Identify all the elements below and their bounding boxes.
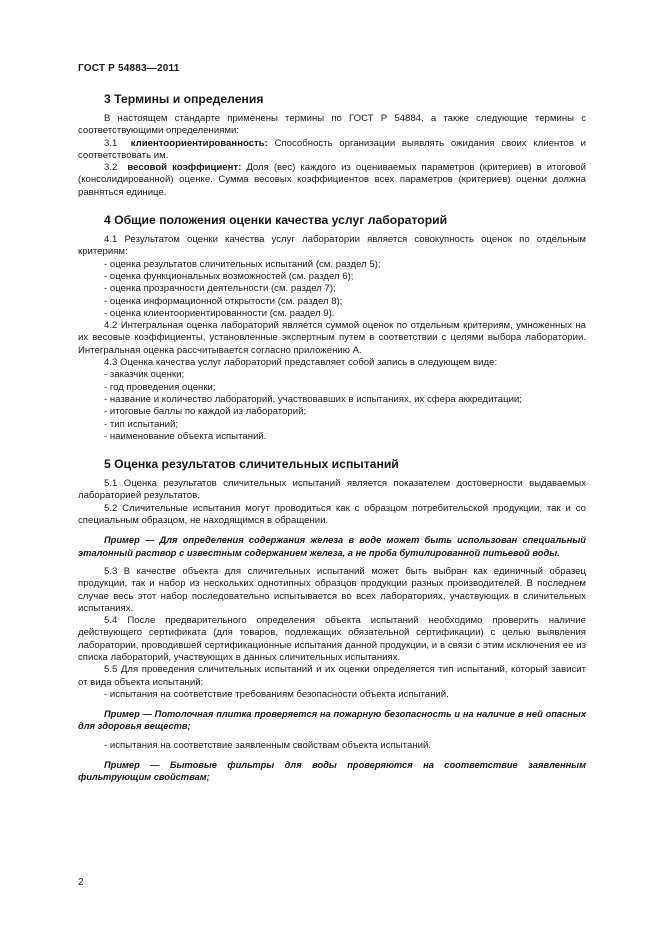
definition-text: Доля (вес) каждого из оцениваемых параметров (критериев) в итоговой (консолидированной) оценке. Сумма весовых коэффициентов всех параметров (критериев) оценки должна равняться единице. bbox=[78, 162, 586, 198]
paragraph-5-2: 5.2 Сличительные испытания могут проводиться как с образцом потребительской продукции, так и со специальным образцом, не находящимся в обращении. bbox=[78, 502, 586, 527]
document-body bbox=[78, 92, 586, 791]
list-item: - год проведения оценки; bbox=[104, 381, 216, 393]
section-5-title: 5 Оценка результатов сличительных испытаний bbox=[104, 457, 399, 472]
list-item: - оценка прозрачности деятельности (см. раздел 7); bbox=[104, 283, 336, 295]
section-4-title: 4 Общие положения оценки качества услуг лабораторий bbox=[104, 213, 448, 228]
paragraph-5-5: 5.5 Для проведения сличительных испытаний и их оценки определяется тип испытаний, который зависит от вида объекта испытаний: bbox=[78, 664, 586, 688]
definition-term: весовой коэффициент: bbox=[127, 162, 242, 174]
list-item: - название и количество лабораторий, участвовавших в испытаниях, их сфера аккредитации; bbox=[104, 393, 522, 405]
example-3: Пример — Бытовые фильтры для воды проверяются на соответствие заявленным фильтрующим свойствам; bbox=[78, 760, 586, 783]
paragraph-4-2: 4.2 Интегральная оценка лабораторий является суммой оценок по отдельным критериям, умноженных на их весовые коэффициенты, установленные экспертным путем в соответствии с целями выбора лаборатории. Интегральная оценка рассчитывается согласно приложению А. bbox=[78, 320, 586, 356]
list-item: - итоговые баллы по каждой из лабораторий; bbox=[104, 406, 307, 418]
section-3-title: 3 Термины и определения bbox=[104, 92, 264, 106]
document-header: ГОСТ Р 54883—2011 bbox=[78, 63, 180, 74]
list-item: - оценка функциональных возможностей (см. раздел 6); bbox=[104, 270, 354, 282]
paragraph-5-1: 5.1 Оценка результатов сличительных испытаний является показателем достоверности выдаваемых лабораторией результатов. bbox=[78, 478, 586, 502]
paragraph-4-1: 4.1 Результатом оценки качества услуг лаборатории является совокупность оценок по отдельным критериям: bbox=[78, 234, 586, 258]
list-item: - оценка клиентоориентированности (см. раздел 9). bbox=[104, 307, 335, 319]
page-number: 2 bbox=[78, 877, 84, 888]
list-item: - испытания на соответствие заявленным свойствам объекта испытаний. bbox=[104, 739, 431, 751]
definition-3-1 bbox=[78, 138, 586, 163]
list-item: - оценка результатов сличительных испытаний (см. раздел 5); bbox=[104, 258, 381, 270]
list-item: - испытания на соответствие требованиям безопасности объекта испытаний. bbox=[104, 688, 449, 700]
paragraph-5-4: 5.4 После предварительного определения объекта испытаний необходимо проверить наличие действующего сертификата (для товаров, подлежащих обязательной сертификации) с целью выявления лаборатории, проводившей сертификационные испытания данной продукции, и в связи с этим исключения ее из списка лабораторий, участвующих в данных сличительных испытаниях. bbox=[78, 615, 586, 663]
definition-number: 3.2 bbox=[104, 162, 118, 174]
paragraph-5-3: 5.3 В качестве объекта для сличительных испытаний может быть выбран как единичный образец продукции, так и набор из нескольких однотипных образцов продукции разных производителей. В последнем случае весь этот набор последовательно испытывается во всех лабораториях, участвующих в сличительных испытаниях. bbox=[78, 565, 586, 614]
definition-text: Способность организации выявлять ожидания своих клиентов и соответствовать им. bbox=[78, 137, 586, 161]
list-item: - оценка информационной открытости (см. раздел 8); bbox=[104, 295, 343, 307]
definition-3-2 bbox=[78, 162, 586, 199]
example-2: Пример — Потолочная плитка проверяется на пожарную безопасность и на наличие в ней опасных для здоровья веществ; bbox=[78, 709, 586, 732]
definition-number: 3.1 bbox=[104, 137, 118, 149]
example-1: Пример — Для определения содержания железа в воде может быть использован специальный эталонный раствор с известным содержанием железа, а не проба бутилированной питьевой воды. bbox=[78, 535, 586, 558]
paragraph-4-3: 4.3 Оценка качества услуг лабораторий представляет собой запись в следующем виде: bbox=[104, 357, 498, 369]
definition-term: клиентоориентированность: bbox=[130, 137, 268, 149]
section-3-intro: В настоящем стандарте применены термины по ГОСТ Р 54884, а также следующие термины с соответствующими определениями: bbox=[78, 113, 586, 137]
list-item: - заказчик оценки; bbox=[104, 369, 185, 381]
list-item: - тип испытаний; bbox=[104, 418, 179, 430]
list-item: - наименование объекта испытаний. bbox=[104, 430, 267, 442]
